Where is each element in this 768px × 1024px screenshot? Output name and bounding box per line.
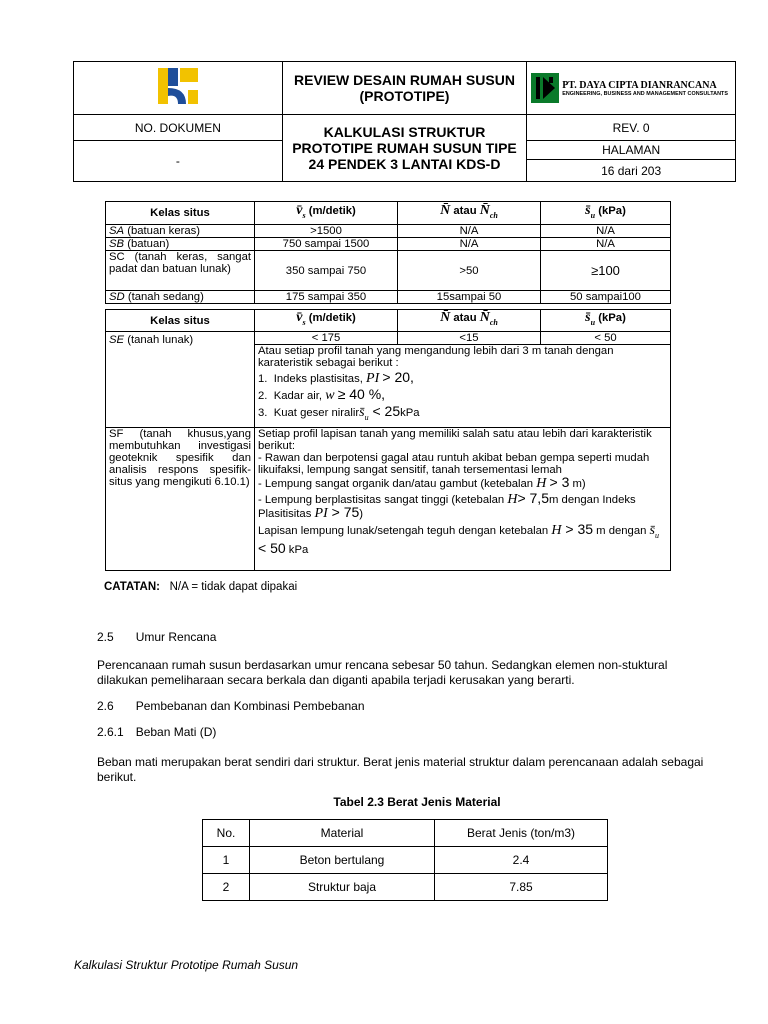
table-header-row: Kelas situs $v̄_s$ (m/detik) N̄ atau $N̄_{ch}$ $s̄_u$ (kPa) — [106, 310, 671, 332]
project-title: REVIEW DESAIN RUMAH SUSUN — [294, 72, 515, 88]
pu-logo-icon — [156, 66, 200, 106]
header-n: N̄ atau $N̄_{ch}$ — [398, 202, 541, 225]
se-criteria: Atau setiap profil tanah yang mengandung lebih dari 3 m tanah dengan karateristik sebagai berikut : 1. Indeks plastisitas, PI > 20, 2. Kadar air, w ≥ 40 %, 3. Kuat geser $niralirs̄_u < 25kPa$ — [255, 345, 671, 428]
section-2-5-paragraph: Perencanaan rumah susun berdasarkan umur rencana sebesar 50 tahun. Sedangkan elemen non-stuktural dilakukan pemeliharaan secara berkala dan diganti apabila terjadi kerusakan yang berarti. — [97, 658, 668, 687]
table-header-row — [106, 202, 671, 225]
sf-criteria: Setiap profil lapisan tanah yang memiliki salah satu atau lebih dari karakteristik berikut: - Rawan dan berpotensi gagal atau runtuh akibat beban gempa seperti mudah likuifaksi, lempung sangat sensitif, tanah tersementasi lemah - Lempung sangat organik dan/atau gambut (ketebalan H > 3 m) - Lempung berplastisitas sangat tinggi (ketebalan H> 7,5m dengan Indeks Plasitisitas PI > 75) Lapisan lempung lunak/setengah teguh dengan ketebalan H > 35 m dengan $s̄_u < 50$ kPa — [255, 428, 671, 571]
doc-number-label: NO. DOKUMEN — [74, 115, 283, 141]
table-row: SA (batuan keras) >1500 N/A N/A — [106, 225, 671, 238]
section-2-6-heading: 2.6 Pembebanan dan Kombinasi Pembebanan — [97, 699, 365, 713]
section-2-6-1-paragraph: Beban mati merupakan berat sendiri dari struktur. Berat jenis material struktur dalam perencanaan adalah sebagai berikut. — [97, 755, 704, 784]
project-title-cell — [282, 62, 526, 115]
table-row — [106, 428, 671, 571]
table-row: 1 Beton bertulang 2.4 — [203, 847, 608, 874]
section-2-6-1-heading: 2.6.1 Beban Mati (D) — [97, 725, 217, 739]
company-cell — [527, 62, 736, 115]
company-tagline: ENGINEERING, BUSINESS AND MANAGEMENT CONSULTANTS — [562, 90, 729, 97]
company-logo-icon — [531, 73, 559, 103]
company-name: PT. DAYA CIPTA DIANRANCANA — [562, 79, 717, 91]
table-header-row: No. Material Berat Jenis (ton/m3) — [203, 820, 608, 847]
header-su: $s̄_u$ (kPa) — [541, 202, 671, 225]
project-subtitle: (PROTOTIPE) — [359, 88, 450, 104]
document-header — [73, 61, 736, 182]
page-number: 16 dari 203 — [527, 160, 736, 182]
material-table-caption: Tabel 2.3 Berat Jenis Material — [333, 795, 501, 809]
header-kelas-situs: Kelas situs — [106, 202, 255, 225]
client-logo-cell — [74, 62, 283, 115]
table-row: SC (tanah keras, sangat padat dan batuan lunak) 350 sampai 750 >50 ≥100 — [106, 251, 671, 291]
page-footer: Kalkulasi Struktur Prototipe Rumah Susun — [74, 958, 299, 972]
table-row: 2 Struktur baja 7.85 — [203, 874, 608, 901]
page-label: HALAMAN — [527, 141, 736, 160]
section-2-5-heading: 2.5 Umur Rencana — [97, 630, 217, 644]
doc-title: KALKULASI STRUKTUR PROTOTIPE RUMAH SUSUN TIPE 24 PENDEK 3 LANTAI KDS-D — [282, 115, 526, 182]
table-row: SB (batuan) 750 sampai 1500 N/A N/A — [106, 238, 671, 251]
doc-number-value: - — [74, 141, 283, 182]
material-table — [202, 819, 608, 901]
table-row: SD (tanah sedang) 175 sampai 350 15sampai 50 50 sampai100 — [106, 291, 671, 304]
site-class-table — [105, 201, 671, 304]
sf-description: SF (tanah khusus,yang membutuhkan investigasi geoteknik spesifik dan analisis respons spesifik-situs yang mengikuti 6.10.1) — [106, 428, 255, 571]
header-vs: $v̄_s$ (m/detik) — [255, 202, 398, 225]
site-class-table-continued — [105, 309, 671, 571]
table-row: SE (tanah lunak) < 175 <15 < 50 — [106, 332, 671, 345]
revision: REV. 0 — [527, 115, 736, 141]
table-note: CATATAN: N/A = tidak dapat dipakai — [104, 581, 298, 593]
